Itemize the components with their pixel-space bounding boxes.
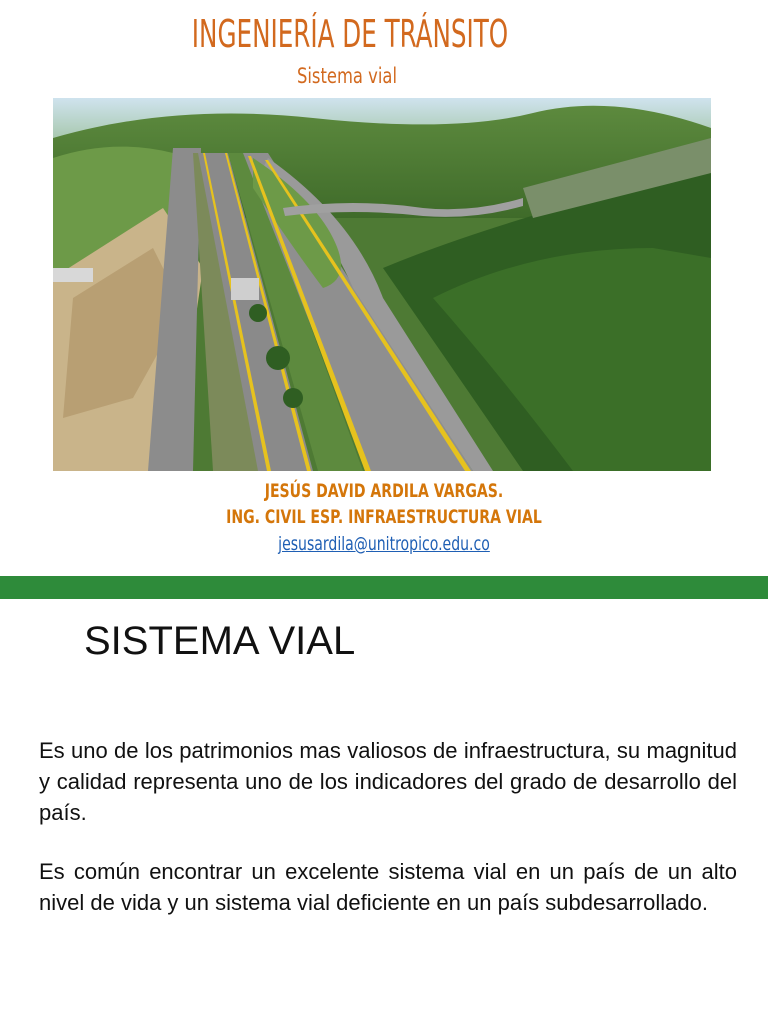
content-slide xyxy=(0,599,768,1024)
slide-divider xyxy=(0,576,768,599)
highway-aerial-photo xyxy=(53,98,711,471)
slide-subtitle: Sistema vial xyxy=(296,64,398,88)
content-heading: SISTEMA VIAL xyxy=(84,619,356,663)
paragraph-2: Es común encontrar un excelente sistema vial en un país de un alto nivel de vida y un sistema vial deficiente en un país subdesarrollado. xyxy=(39,859,737,915)
slide-title: INGENIERÍA DE TRÁNSITO xyxy=(191,12,509,56)
author-name: JESÚS DAVID ARDILA VARGAS. xyxy=(264,480,504,502)
author-credentials: ING. CIVIL ESP. INFRAESTRUCTURA VIAL xyxy=(226,506,542,528)
author-email-link[interactable]: jesusardila@unitropico.edu.co xyxy=(278,533,490,555)
paragraph-1: Es uno de los patrimonios mas valiosos de infraestructura, su magnitud y calidad representa uno de los indicadores del grado de desarrollo del país. xyxy=(39,738,737,825)
